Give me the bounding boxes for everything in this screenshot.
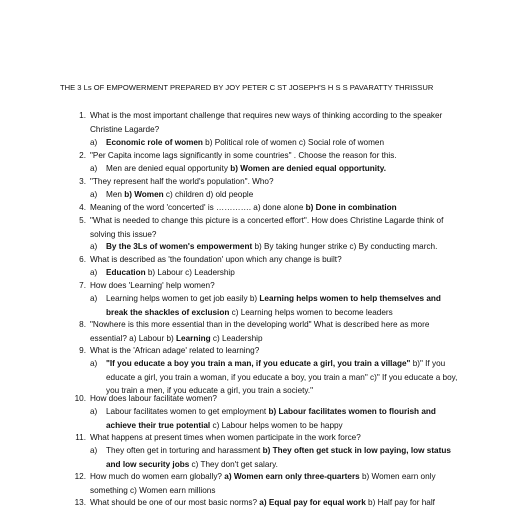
question-5: 5. "What is needed to change this picture is a concerted effort". How does Christine Lagarde think of solving this issue?	[79, 216, 444, 239]
question-number: 1.	[79, 111, 86, 120]
correct-answer: Learning helps women to help themselves and break the shackles of exclusion	[106, 294, 441, 317]
question-text: What is the most important challenge that requires new ways of thinking according to the speaker Christine Lagarde?	[90, 111, 443, 134]
correct-answer: b) Done in combination	[305, 203, 397, 212]
answer-2: a) Men are denied equal opportunity b) Women are denied equal opportunity.	[90, 164, 386, 173]
question-7: 7. How does 'Learning' help women?	[79, 281, 215, 290]
question-3: 3. "They represent half the world's population". Who?	[79, 177, 274, 186]
correct-answer: "If you educate a boy you train a man, if you educate a girl, you train a village"	[106, 359, 411, 368]
question-12: 12. How much do women earn globally? a) Women earn only three-quarters b) Women earn only something c) Women earn millions	[74, 472, 436, 495]
question-text: What is described as 'the foundation' upon which any change is built?	[90, 255, 342, 264]
question-text: How does 'Learning' help women?	[90, 281, 215, 290]
question-8: 8. "Nowhere is this more essential than in the developing world" What is described here as more essential? a) Labour b) Learning c) Leadership	[79, 320, 430, 343]
correct-answer: b) They often get stuck in low paying, low status and low security jobs	[106, 446, 451, 469]
correct-answer: Education	[106, 268, 146, 277]
question-text: Meaning of the word 'concerted' is …………. a) done alone	[90, 203, 306, 212]
correct-answer: Learning	[176, 333, 211, 343]
answer-1: a) Economic role of women b) Political role of women c) Social role of women	[90, 138, 385, 147]
answer-6: a) Education b) Labour c) Leadership	[90, 268, 235, 277]
correct-answer: b) Women are denied equal opportunity.	[230, 164, 386, 173]
correct-answer: a) Women earn only three-quarters	[224, 472, 360, 481]
answer-10: a) Labour facilitates women to get employment b) Labour facilitates women to flourish and achieve their true potential c) Labour helps women to be happy	[90, 407, 436, 430]
question-text: "They represent half the world's population". Who?	[90, 177, 274, 186]
question-10: 10. How does labour facilitate women?	[74, 394, 217, 403]
correct-answer: a) Equal pay for equal work	[259, 498, 366, 507]
question-text: How much do women earn globally?	[90, 472, 225, 481]
question-text: "What is needed to change this picture is a concerted effort". How does Christine Lagarde think of solving this issue?	[90, 216, 444, 239]
correct-answer: b) Women	[124, 190, 164, 199]
correct-answer: Economic role of women	[106, 138, 203, 147]
answer-3: a) Men b) Women c) children d) old people	[90, 190, 254, 199]
answer-options: Men are denied equal opportunity	[106, 164, 231, 173]
question-text: "Nowhere is this more essential than in the developing world" What is described here as more essential? a) Labour b)	[90, 320, 430, 343]
question-1	[79, 109, 458, 136]
question-13: 13. What should be one of our most basic norms? a) Equal pay for equal work b) Half pay for half	[74, 498, 435, 507]
question-2: 2. "Per Capita income lags significantly in some countries" . Choose the reason for this.	[79, 151, 397, 160]
answer-options: b) Political role of women c) Social role of women	[202, 138, 385, 147]
question-6: 6. What is described as 'the foundation' upon which any change is built?	[79, 255, 342, 264]
question-text: "Per Capita income lags significantly in some countries" . Choose the reason for this.	[90, 151, 397, 160]
answer-5: a) By the 3Ls of women's empowerment b) By taking hunger strike c) By conducting march.	[90, 242, 438, 251]
question-9: 9. What is the 'African adage' related to learning?	[79, 346, 260, 355]
question-11: 11. What happens at present times when women participate in the work force?	[75, 433, 361, 442]
answer-9: a) "If you educate a boy you train a man, if you educate a girl, you train a village" b)" If you educate a girl, you train a woman, if you educate a boy, you train a man" c)" If you educate a boy, you train a men, if you educate a girl, you train a society."	[90, 359, 458, 395]
answer-7: a) Learning helps women to get job easily b) Learning helps women to help themselves and break the shackles of exclusion c) Learning helps women to become leaders	[90, 294, 441, 317]
question-text: How does labour facilitate women?	[90, 394, 217, 403]
answer-11: a) They often get in torturing and harassment b) They often get stuck in low paying, low status and low security jobs c) They don't get salary.	[90, 446, 451, 469]
question-4: 4. Meaning of the word 'concerted' is …………. a) done alone b) Done in combination	[79, 203, 397, 212]
correct-answer: By the 3Ls of women's empowerment	[106, 242, 253, 251]
question-text: What should be one of our most basic norms?	[90, 498, 260, 507]
correct-answer: b) Labour facilitates women to flourish and achieve their true potential	[106, 407, 436, 430]
document-title: THE 3 Ls OF EMPOWERMENT PREPARED BY JOY PETER C ST JOSEPH'S H S S PAVARATTY THRISSUR	[60, 83, 434, 92]
question-text: What happens at present times when women participate in the work force?	[90, 433, 361, 442]
question-text: What is the 'African adage' related to learning?	[90, 346, 260, 355]
